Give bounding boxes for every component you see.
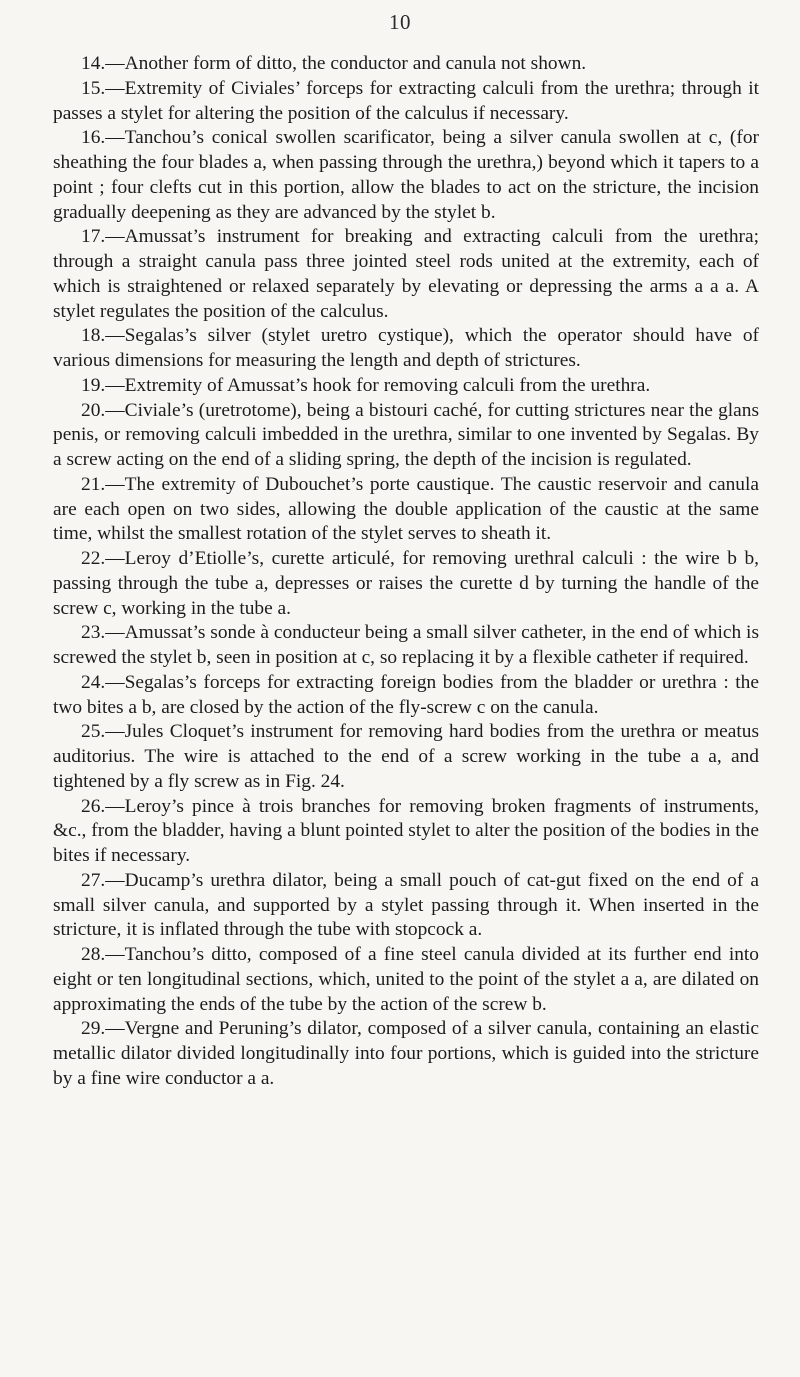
- page-number: 10: [389, 10, 411, 34]
- entry-19: [53, 374, 759, 399]
- entry-dash: —: [105, 399, 125, 421]
- entry-number: 19.: [81, 374, 106, 396]
- entry-dash: —: [105, 721, 125, 743]
- entry-number: 26.: [81, 795, 106, 817]
- entry-18: [53, 324, 759, 374]
- entry-number: 21.: [81, 473, 106, 495]
- entry-text: Tanchou’s ditto, composed of a fine steel canula divided at its further end into eight or ten longitudinal sections, which, united to the point of the stylet a a, are dilated on approximating the ends of the tube by the action of the screw b.: [53, 944, 759, 1015]
- entry-number: 15.: [81, 77, 106, 99]
- entry-number: 27.: [81, 869, 106, 891]
- entry-text: Leroy’s pince à trois branches for removing broken fragments of instruments, &c., from the bladder, having a blunt pointed stylet to alter the position of the bodies in the bites if necessary.: [53, 795, 759, 866]
- entry-27: [53, 869, 759, 943]
- entry-14: [53, 52, 759, 77]
- entry-number: 16.: [81, 127, 106, 149]
- entry-text: Vergne and Peruning’s dilator, composed of a silver canula, containing an elastic metallic dilator divided longitudinally into four portions, which is guided into the stricture by a fine wire conductor a a.: [53, 1018, 759, 1089]
- entry-text: Another form of ditto, the conductor and canula not shown.: [124, 53, 587, 74]
- entry-text: Segalas’s silver (stylet uretro cystique), which the operator should have of various dimensions for measuring the length and depth of strictures.: [53, 325, 759, 371]
- entry-dash: —: [105, 127, 125, 149]
- entry-number: 17.: [81, 226, 106, 248]
- entry-dash: —: [105, 622, 125, 644]
- entry-text: Tanchou’s conical swollen scarificator, being a silver canula swollen at c, (for sheathing the four blades a, when passing through the urethra,) beyond which it tapers to a point ; four clefts cut in this portion, allow the blades to act on the stricture, the incision gradually deepening as they are advanced by the stylet b.: [53, 127, 759, 223]
- entry-dash: —: [105, 944, 125, 965]
- entry-text: Jules Cloquet’s instrument for removing hard bodies from the urethra or meatus auditorius. The wire is attached to the end of a screw working in the tube a a, and tightened by a fly screw as in Fig. 24.: [53, 721, 759, 792]
- entry-dash: —: [105, 548, 125, 569]
- entry-number: 22.: [81, 548, 106, 569]
- entry-text: Amussat’s instrument for breaking and extracting calculi from the urethra; through a straight canula pass three jointed steel rods united at the extremity, each of which is straightened or relaxed separately by elevating or depressing the arms a a a. A stylet regulates the position of the calculus.: [53, 226, 759, 322]
- entry-24: [53, 671, 759, 721]
- entry-28: [53, 943, 759, 1017]
- entry-22: [53, 547, 759, 621]
- entry-text: Ducamp’s urethra dilator, being a small pouch of cat-gut fixed on the end of a small silver canula, and supported by a stylet passing through it. When inserted in the stricture, it is inflated through the tube with stopcock a.: [53, 869, 759, 941]
- entry-dash: —: [105, 53, 125, 74]
- entry-21: [53, 473, 759, 547]
- entry-text: Civiale’s (uretrotome), being a bistouri caché, for cutting strictures near the glans penis, or removing calculi imbedded in the urethra, similar to one invented by Segalas. By a screw acting on the end of a sliding spring, the depth of the incision is regulated.: [53, 399, 759, 470]
- entry-text: Leroy d’Etiolle’s, curette articulé, for removing urethral calculi : the wire b b, passing through the tube a, depresses or raises the curette d by turning the handle of the screw c, working in the tube a.: [53, 548, 759, 619]
- entry-dash: —: [105, 795, 125, 817]
- entry-26: [53, 795, 759, 869]
- entry-number: 18.: [81, 325, 106, 347]
- entry-text: Extremity of Civiales’ forceps for extracting calculi from the urethra; through it passes a stylet for altering the position of the calculus if necessary.: [53, 77, 759, 124]
- entry-dash: —: [105, 671, 125, 693]
- entry-number: 28.: [81, 944, 106, 965]
- instrument-descriptions: [53, 52, 759, 1092]
- entry-15: [53, 77, 759, 127]
- entry-number: 14.: [81, 53, 106, 74]
- entry-29: [53, 1017, 759, 1091]
- entry-dash: —: [105, 77, 125, 99]
- entry-25: [53, 720, 759, 794]
- entry-number: 20.: [81, 399, 106, 421]
- entry-17: [53, 225, 759, 324]
- entry-text: Extremity of Amussat’s hook for removing calculi from the urethra.: [124, 374, 651, 396]
- entry-number: 29.: [81, 1018, 106, 1040]
- entry-number: 24.: [81, 671, 106, 693]
- entry-23: [53, 621, 759, 671]
- entry-20: [53, 399, 759, 473]
- entry-text: Segalas’s forceps for extracting foreign bodies from the bladder or urethra : the two bites a b, are closed by the action of the fly-screw c on the canula.: [53, 671, 759, 718]
- entry-number: 23.: [81, 622, 106, 644]
- entry-text: Amussat’s sonde à conducteur being a small silver catheter, in the end of which is screwed the stylet b, seen in position at c, so replacing it by a flexible catheter if required.: [53, 622, 759, 668]
- entry-dash: —: [105, 226, 125, 248]
- entry-dash: —: [105, 869, 125, 891]
- entry-dash: —: [105, 374, 125, 396]
- entry-dash: —: [105, 325, 125, 347]
- entry-16: [53, 126, 759, 225]
- entry-dash: —: [105, 1018, 125, 1040]
- entry-dash: —: [105, 473, 125, 495]
- entry-text: The extremity of Dubouchet’s porte caustique. The caustic reservoir and canula are each open on two sides, allowing the double application of the caustic at the same time, whilst the smallest rotation of the stylet serves to sheath it.: [53, 473, 759, 545]
- entry-number: 25.: [81, 721, 106, 743]
